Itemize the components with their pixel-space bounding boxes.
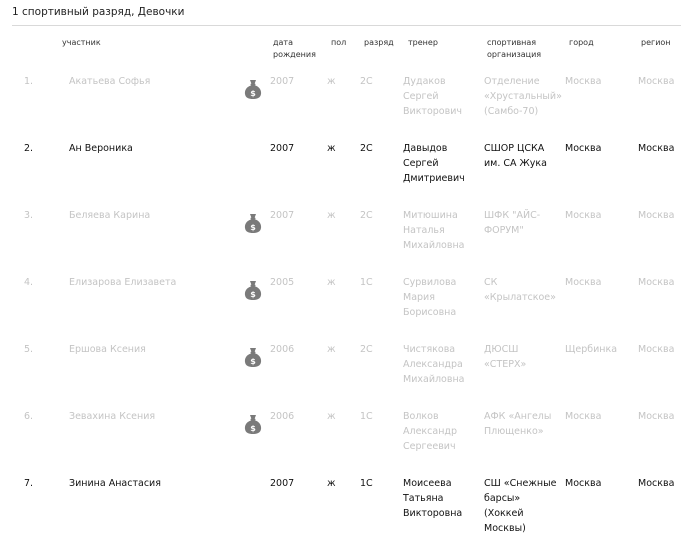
rank: 1С (360, 411, 373, 422)
coach-line: Волков (403, 411, 439, 422)
organization-line: «СТЕРХ» (484, 359, 527, 370)
coach (403, 208, 465, 253)
row-number: 2. (24, 143, 34, 154)
coach-line: Александра (403, 359, 463, 370)
organization-line: «Хрустальный» (484, 91, 562, 102)
rank: 2С (360, 210, 373, 221)
header-birth-date-line2: рождения (273, 50, 316, 59)
coach (403, 476, 462, 521)
organization-line: СШОР ЦСКА (484, 143, 545, 154)
region: Москва (638, 210, 675, 221)
svg-text:$: $ (250, 89, 256, 98)
organization-line: ДЮСШ (484, 344, 519, 355)
header-organization-line1: спортивная (487, 38, 537, 47)
organization-line: «Крылатское» (484, 292, 556, 303)
region: Москва (638, 277, 675, 288)
participant-name: Зевахина Ксения (69, 411, 156, 422)
row-number: 3. (24, 210, 34, 221)
organization-line: Плющенко» (484, 426, 544, 437)
city: Москва (565, 210, 602, 221)
rank: 1С (360, 277, 373, 288)
organization-line: Москвы) (484, 523, 526, 534)
organization-line: СШ «Снежные (484, 478, 557, 489)
coach (403, 141, 465, 186)
organization-line: барсы» (484, 493, 521, 504)
organization-line: (Самбо-70) (484, 106, 539, 117)
rank: 1С (360, 478, 373, 489)
header-birth-date-line1: дата (273, 38, 293, 47)
organization-line: им. СА Жука (484, 158, 547, 169)
coach-line: Сурвилова (403, 277, 457, 288)
header-gender: пол (331, 38, 347, 47)
svg-text:$: $ (250, 357, 256, 366)
coach-line: Викторовна (403, 508, 463, 519)
organization-line: СК (484, 277, 498, 288)
coach-line: Александр (403, 426, 458, 437)
region: Москва (638, 478, 675, 489)
row-number: 1. (24, 76, 34, 87)
city: Москва (565, 411, 602, 422)
row-number: 5. (24, 344, 34, 355)
coach-line: Наталья (403, 225, 445, 236)
region: Москва (638, 143, 675, 154)
participant-name: Акатьева Софья (69, 76, 151, 87)
coach-line: Сергей (403, 91, 439, 102)
city: Москва (565, 277, 602, 288)
rank: 2С (360, 344, 373, 355)
coach-line: Митюшина (403, 210, 458, 221)
header-region: регион (641, 38, 671, 47)
header-participant: участник (62, 38, 101, 47)
money-bag-icon[interactable] (243, 413, 263, 435)
header-city: город (569, 38, 594, 47)
gender: ж (327, 411, 336, 422)
coach-line: Дмитриевич (403, 173, 465, 184)
gender: ж (327, 210, 336, 221)
rank: 2С (360, 76, 373, 87)
coach-line: Дудаков (403, 76, 446, 87)
birth-year: 2007 (270, 478, 295, 489)
row-number: 6. (24, 411, 34, 422)
birth-year: 2007 (270, 210, 295, 221)
organization (484, 208, 540, 238)
organization (484, 74, 562, 119)
svg-text:$: $ (250, 290, 256, 299)
coach (403, 275, 456, 320)
participant-name: Елизарова Елизавета (69, 277, 177, 288)
coach-line: Викторович (403, 106, 463, 117)
header-organization (487, 37, 541, 61)
section-title: 1 спортивный разряд, Девочки (12, 6, 185, 18)
money-bag-icon[interactable] (243, 212, 263, 234)
organization (484, 275, 556, 305)
svg-text:$: $ (250, 424, 256, 433)
organization-line: ФОРУМ" (484, 225, 524, 236)
gender: ж (327, 277, 336, 288)
birth-year: 2007 (270, 76, 295, 87)
money-bag-icon[interactable] (243, 279, 263, 301)
coach (403, 74, 462, 119)
birth-year: 2005 (270, 277, 295, 288)
coach-line: Михайловна (403, 374, 465, 385)
city: Москва (565, 143, 602, 154)
gender: ж (327, 76, 336, 87)
region: Москва (638, 76, 675, 87)
money-bag-icon[interactable] (243, 346, 263, 368)
rank: 2С (360, 143, 373, 154)
gender: ж (327, 344, 336, 355)
coach-line: Михайловна (403, 240, 465, 251)
coach-line: Мария (403, 292, 435, 303)
organization (484, 476, 556, 536)
header-organization-line2: организация (487, 50, 542, 59)
organization-line: (Хоккей (484, 508, 524, 519)
participant-name: Зинина Анастасия (69, 478, 161, 489)
svg-text:$: $ (250, 223, 256, 232)
birth-year: 2006 (270, 411, 295, 422)
region: Москва (638, 411, 675, 422)
participant-name: Ершова Ксения (69, 344, 146, 355)
coach-line: Сергей (403, 158, 439, 169)
row-number: 4. (24, 277, 34, 288)
coach-line: Татьяна (403, 493, 444, 504)
city: Щербинка (565, 344, 618, 355)
organization-line: АФК «Ангелы (484, 411, 552, 422)
organization-line: ШФК "АЙС- (484, 210, 541, 221)
participant-name: Ан Вероника (69, 143, 133, 154)
birth-year: 2006 (270, 344, 295, 355)
region: Москва (638, 344, 675, 355)
gender: ж (327, 478, 336, 489)
coach-line: Сергеевич (403, 441, 456, 452)
coach-line: Чистякова (403, 344, 456, 355)
header-coach: тренер (408, 38, 438, 47)
gender: ж (327, 143, 336, 154)
city: Москва (565, 76, 602, 87)
organization (484, 141, 547, 171)
organization (484, 342, 526, 372)
divider (12, 25, 681, 26)
row-number: 7. (24, 478, 34, 489)
city: Москва (565, 478, 602, 489)
organization-line: Отделение (484, 76, 540, 87)
coach (403, 342, 465, 387)
header-rank: разряд (364, 38, 394, 47)
money-bag-icon[interactable] (243, 78, 263, 100)
coach-line: Борисовна (403, 307, 457, 318)
coach (403, 409, 457, 454)
participant-name: Беляева Карина (69, 210, 151, 221)
coach-line: Моисеева (403, 478, 452, 489)
header-birth-date (273, 37, 316, 61)
coach-line: Давыдов (403, 143, 448, 154)
organization (484, 409, 551, 439)
birth-year: 2007 (270, 143, 295, 154)
